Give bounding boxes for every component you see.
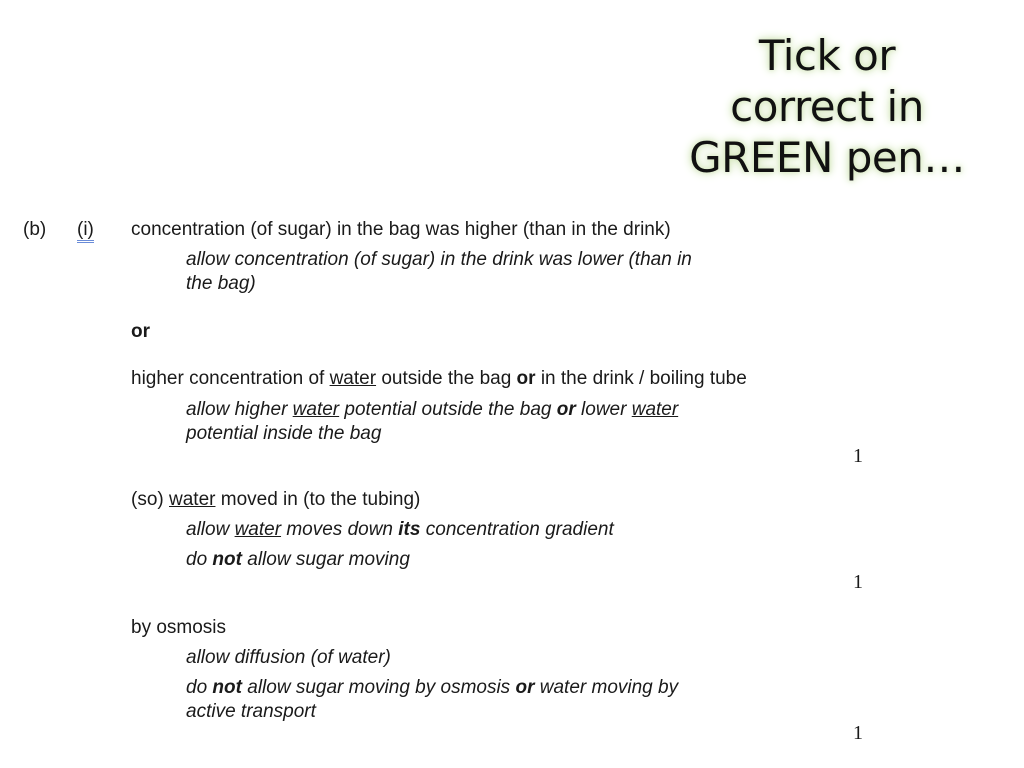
underlined-water: water bbox=[169, 489, 216, 510]
underlined-water: water bbox=[234, 519, 282, 540]
point3-do-not-line2: active transport bbox=[186, 701, 316, 722]
text-segment: lower bbox=[575, 399, 632, 420]
text-segment: allow bbox=[186, 519, 235, 540]
bold-or: or bbox=[556, 399, 576, 420]
text-segment: do bbox=[186, 549, 213, 570]
bold-not: not bbox=[212, 549, 242, 570]
point1-alt-allow-line2: potential inside the bag bbox=[186, 423, 382, 444]
text-segment: (so) bbox=[131, 489, 169, 510]
text-segment: moves down bbox=[281, 519, 399, 540]
point3-allow: allow diffusion (of water) bbox=[186, 647, 391, 668]
underlined-water: water bbox=[329, 368, 377, 389]
callout-line-2: correct in bbox=[730, 82, 924, 131]
point3-do-not-line1 bbox=[186, 676, 806, 700]
text-segment: potential outside the bag bbox=[339, 399, 557, 420]
point2-allow bbox=[186, 518, 614, 542]
text-segment: in the drink / boiling tube bbox=[535, 368, 747, 389]
point1-main: concentration (of sugar) in the bag was higher (than in the drink) bbox=[131, 219, 671, 240]
text-segment: water moving by bbox=[534, 677, 679, 698]
mark-value-2: 1 bbox=[853, 571, 863, 593]
text-segment: higher concentration of bbox=[131, 368, 330, 389]
text-segment: outside the bag bbox=[376, 368, 517, 389]
underlined-water: water bbox=[631, 399, 679, 420]
text-segment: allow sugar moving bbox=[241, 549, 410, 570]
point1-alt-allow bbox=[186, 398, 806, 446]
mark-value-3: 1 bbox=[853, 722, 863, 744]
text-segment: moved in (to the tubing) bbox=[215, 489, 421, 510]
bold-not: not bbox=[212, 677, 242, 698]
point2-do-not bbox=[186, 548, 410, 572]
point3-do-not bbox=[186, 676, 806, 724]
bold-or: or bbox=[516, 368, 536, 389]
callout-line-3: GREEN pen… bbox=[689, 133, 965, 182]
text-segment: concentration gradient bbox=[420, 519, 614, 540]
underlined-water: water bbox=[292, 399, 340, 420]
point1-alt-allow-line1 bbox=[186, 398, 806, 422]
or-separator: or bbox=[131, 321, 150, 342]
callout-instruction bbox=[672, 30, 982, 183]
point2-main bbox=[131, 489, 420, 511]
text-segment: allow sugar moving by osmosis bbox=[241, 677, 516, 698]
point1-allow-line2: the bag) bbox=[186, 273, 256, 294]
question-subpart-label bbox=[77, 219, 94, 241]
subpart-text: (i) bbox=[77, 219, 94, 243]
point1-allow bbox=[186, 248, 786, 296]
point3-main: by osmosis bbox=[131, 617, 227, 638]
bold-or: or bbox=[515, 677, 535, 698]
point1-alt-main bbox=[131, 368, 747, 390]
callout-line-1: Tick or bbox=[758, 31, 896, 80]
text-segment: allow higher bbox=[186, 399, 293, 420]
question-part-label: (b) bbox=[23, 219, 47, 240]
bold-its: its bbox=[398, 519, 421, 540]
point1-allow-line1: allow concentration (of sugar) in the drink was lower (than in bbox=[186, 249, 692, 270]
mark-value-1: 1 bbox=[853, 445, 863, 467]
text-segment: do bbox=[186, 677, 213, 698]
